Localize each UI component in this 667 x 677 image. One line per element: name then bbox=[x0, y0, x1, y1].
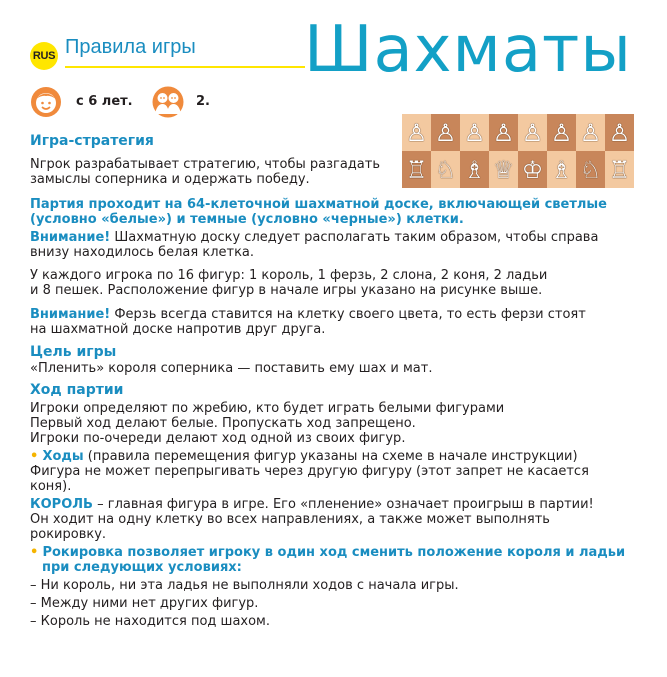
chessboard-diagram bbox=[402, 114, 634, 188]
board-info-1: Партия проходит на 64-клеточной шахматной доске, включающей светлые bbox=[30, 197, 607, 212]
chess-piece-icon: ♗ bbox=[550, 155, 573, 184]
king-text-2: Он ходит на одну клетку во всех направлениях, а также может выполнять bbox=[30, 512, 550, 527]
condition-3: – Король не находится под шахом. bbox=[30, 614, 270, 629]
page-title: Шахматы bbox=[304, 13, 632, 87]
attention-2-text-1: Ферзь всегда ставится на клетку своего цвета, то есть ферзи стоят bbox=[110, 307, 586, 322]
king-text-1: – главная фигура в игре. Его «пленение» означает проигрыш в партии! bbox=[92, 497, 594, 512]
bullet-icon: • bbox=[30, 449, 39, 464]
king-text-3: рокировку. bbox=[30, 527, 107, 542]
move-text-2: Первый ход делают белые. Пропускать ход запрещено. bbox=[30, 416, 416, 431]
king-line-1 bbox=[30, 497, 594, 512]
pawn-icon: ♙ bbox=[492, 118, 515, 147]
pawn-icon: ♙ bbox=[434, 118, 457, 147]
chess-piece-icon: ♔ bbox=[521, 155, 544, 184]
attention-2-line-1 bbox=[30, 307, 586, 322]
attention-1-text-2: внизу находилось белая клетка. bbox=[30, 245, 255, 260]
move-text-3: Игроки по-очереди делают ход одной из своих фигур. bbox=[30, 431, 406, 446]
moves-line-1 bbox=[30, 449, 578, 464]
strategy-text-1: Nгрок разрабатывает стратегию, чтобы разгадать bbox=[30, 157, 380, 172]
chess-piece-icon: ♕ bbox=[492, 155, 515, 184]
attention-1-line-1 bbox=[30, 230, 598, 245]
attention-2-text-2: на шахматной доске напротив друг друга. bbox=[30, 322, 326, 337]
condition-2: – Между ними нет других фигур. bbox=[30, 596, 259, 611]
chess-piece-icon: ♘ bbox=[434, 155, 457, 184]
child-face-icon bbox=[30, 86, 62, 118]
pawn-icon: ♙ bbox=[579, 118, 602, 147]
strategy-text-2: замыслы соперника и одержать победу. bbox=[30, 172, 310, 187]
pieces-text-2: и 8 пешек. Расположение фигур в начале игры указано на рисунке выше. bbox=[30, 283, 543, 298]
strategy-heading: Игра-стратегия bbox=[30, 133, 154, 149]
castling-text-2: при следующих условиях: bbox=[42, 560, 242, 575]
language-badge: RUS bbox=[30, 42, 58, 70]
attention-1-label: Внимание! bbox=[30, 230, 111, 245]
chess-piece-icon: ♖ bbox=[608, 155, 631, 184]
condition-1: – Ни король, ни эта ладья не выполняли ходов с начала игры. bbox=[30, 578, 459, 593]
rules-subtitle: Правила игры bbox=[65, 36, 196, 58]
pawn-icon: ♙ bbox=[550, 118, 573, 147]
moves-text-3: коня). bbox=[30, 479, 72, 494]
pawn-icon: ♙ bbox=[463, 118, 486, 147]
chess-piece-icon: ♖ bbox=[405, 155, 428, 184]
castling-text-1: Рокировка позволяет игроку в один ход сменить положение короля и ладьи bbox=[42, 545, 626, 560]
goal-heading: Цель игры bbox=[30, 344, 117, 360]
board-info-2: (условно «белые») и темные (условно «черные») клетки. bbox=[30, 212, 464, 227]
two-players-icon bbox=[150, 86, 186, 118]
bullet-icon: • bbox=[30, 545, 39, 560]
moves-label: Ходы bbox=[42, 449, 84, 464]
pawn-icon: ♙ bbox=[608, 118, 631, 147]
pieces-text-1: У каждого игрока по 16 фигур: 1 король, 1 ферзь, 2 слона, 2 коня, 2 ладьи bbox=[30, 268, 548, 283]
goal-text: «Пленить» короля соперника — поставить ему шах и мат. bbox=[30, 361, 433, 376]
attention-1-text-1: Шахматную доску следует располагать таким образом, чтобы справа bbox=[110, 230, 599, 245]
subtitle-underline bbox=[65, 66, 305, 68]
age-label: с 6 лет. bbox=[76, 94, 133, 109]
players-label: 2. bbox=[196, 94, 210, 109]
chess-piece-icon: ♗ bbox=[463, 155, 486, 184]
moves-text-1: (правила перемещения фигур указаны на схеме в начале инструкции) bbox=[83, 449, 578, 464]
castling-line-1 bbox=[30, 545, 625, 560]
pawn-icon: ♙ bbox=[521, 118, 544, 147]
move-heading: Ход партии bbox=[30, 382, 124, 398]
move-text-1: Игроки определяют по жребию, кто будет играть белыми фигурами bbox=[30, 401, 505, 416]
pawn-icon: ♙ bbox=[405, 118, 428, 147]
king-label: КОРОЛЬ bbox=[30, 497, 93, 512]
attention-2-label: Внимание! bbox=[30, 307, 111, 322]
moves-text-2: Фигура не может перепрыгивать через другую фигуру (этот запрет не касается bbox=[30, 464, 589, 479]
chess-piece-icon: ♘ bbox=[579, 155, 602, 184]
